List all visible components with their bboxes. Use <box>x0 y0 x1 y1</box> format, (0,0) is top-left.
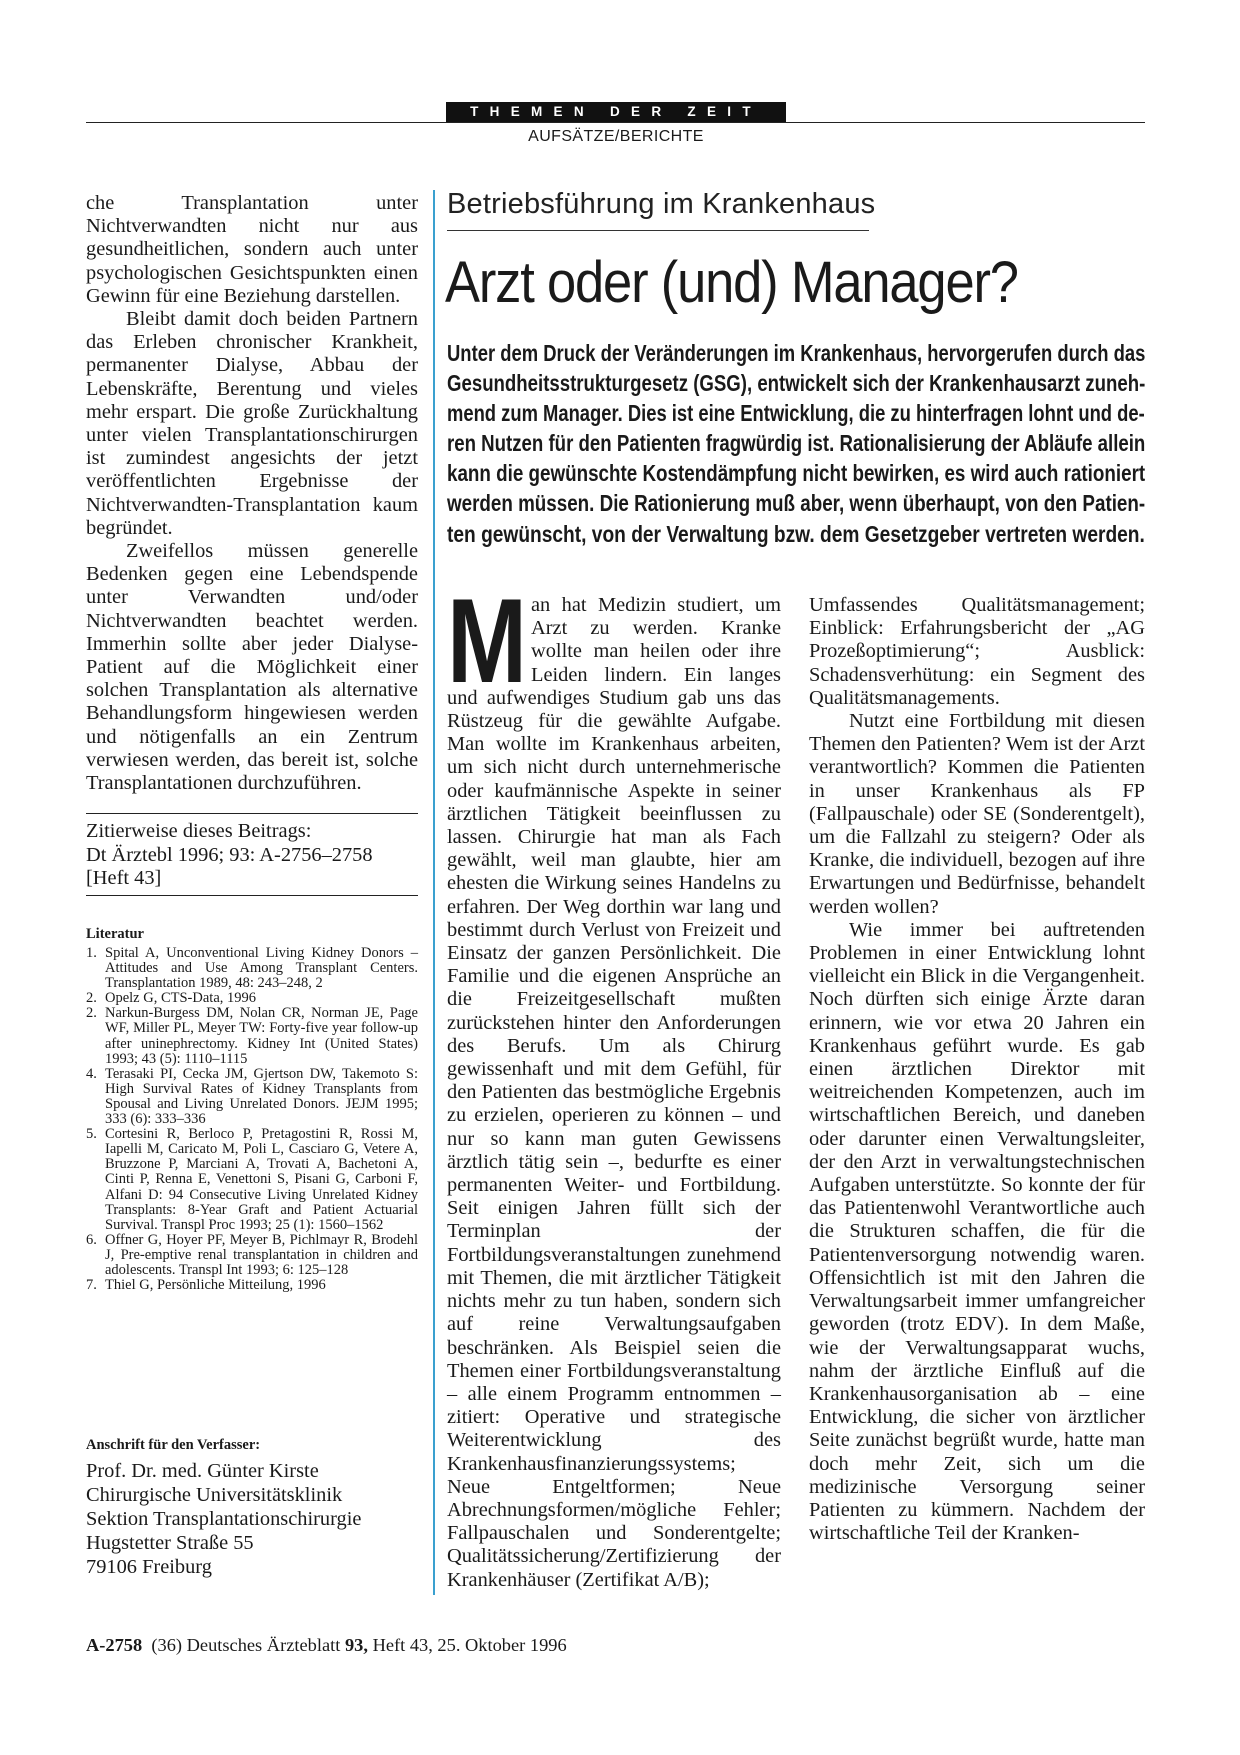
citation-issue: [Heft 43] <box>86 867 162 889</box>
footer-journal: (36) Deutsches Ärzteblatt <box>151 1635 341 1655</box>
body-paragraph: Wie immer bei auftretenden Problemen in einer Entwicklung lohnt vielleicht ein Blick in die Vergangenheit. Noch dürften sich einige Ärzte daran erinnern, wie vor etwa 20 Jahren ein Krankenhaus geführt wurde. Es gab einen ärztlichen Direktor mit weitreichenden Kompetenzen, auch im wirtschaftlichen Bereich, und daneben oder darunter einen Verwaltungsleiter, der den Arzt in verwaltungstechnischen Aufgaben unterstützte. So konnte der für das Patientenwohl Verantwortliche auch die Strukturen schaffen, die für die Patientenversorgung notwendig waren. Offensichtlich ist mit den Jahren die Verwaltungsarbeit immer umfangreicher geworden (trotz EDV). In dem Maße, wie der Verwaltungsapparat wuchs, nahm der ärztliche Einfluß auf die Krankenhausorganisation ab – eine Entwicklung, die sicher von ärztlicher Seite zunächst begrüßt wurde, hatte man doch mehr Zeit, sich um die medizinische Versorgung seiner Patienten zu kümmern. Nachdem der wirtschaftliche Teil der Kranken- <box>809 918 1145 1545</box>
lead-line: Unter dem Druck der Veränderungen im Krankenhaus, hervorgerufen durch das <box>447 340 1146 366</box>
lead-line: Gesundheitsstrukturgesetz (GSG), entwickelt sich der Krankenhausarzt zuneh- <box>447 370 1146 397</box>
body-paragraph: Nutzt eine Fortbildung mit diesen Themen den Patienten? Wem ist der Arzt verantwortlich? Kommen die Patienten in unser Krankenhaus als FP (Fallpauschale) oder SE (Sonderentgelt), um die Fallzahl zu steigern? Oder als Kranke, die individuell, bezogen auf ihre Erwartungen und Bedürfnisse, behandelt werden wollen? <box>809 710 1145 918</box>
literature-item: 2. Opelz G, CTS-Data, 1996 <box>86 990 257 1007</box>
lead-line: kann die gewünschte Kostendämpfung nicht bewirken, es wird auch rationiert <box>447 460 1146 487</box>
address-line: Prof. Dr. med. Günter Kirste <box>86 1460 319 1482</box>
citation-reference: Dt Ärztebl 1996; 93: A-2756–2758 <box>86 843 373 866</box>
literature-list <box>86 946 418 1293</box>
left-column <box>86 192 418 795</box>
lead-line: mend zum Manager. Dies ist eine Entwicklung, die zu hinterfragen lohnt und de- <box>447 400 1145 427</box>
footer-issue-date: Heft 43, 25. Oktober 1996 <box>372 1635 567 1655</box>
column-separator <box>433 190 435 1595</box>
address-line: Hugstetter Straße 55 <box>86 1531 254 1554</box>
author-address <box>86 1460 418 1580</box>
citation-rule-bottom <box>86 895 418 896</box>
lead-line: ren Nutzen für den Patienten fragwürdig ist. Rationalisierung der Abläufe allein <box>447 430 1146 457</box>
footer-volume: 93, <box>344 1635 368 1655</box>
kicker-rule <box>447 230 869 231</box>
address-line: Chirurgische Universitätsklinik <box>86 1483 343 1506</box>
right-column <box>809 594 1145 1545</box>
citation-box <box>86 820 418 891</box>
left-paragraph: che Transplantation unter Nichtverwandten nicht nur aus gesundheitlichen, sondern auch unter psychologischen Gesichtspunkten einen Gewinn für eine Beziehung darstellen. <box>86 192 418 307</box>
lead-line: ten gewünscht, von der Verwaltung bzw. dem Gesetzgeber vertreten werden. <box>447 520 1145 547</box>
middle-column <box>447 574 781 1592</box>
article-lead <box>447 338 1145 549</box>
literature-item: 7. Thiel G, Persönliche Mitteilung, 1996 <box>86 1277 326 1294</box>
page-footer <box>86 1635 567 1656</box>
literature-item: 4. Terasaki PI, Cecka JM, Gjertson DW, Takemoto S: High Survival Rates of Kidney Transplants from Spousal and Living Unrelated Donors. JEJM 1995; 333 (6): 333–336 <box>86 1065 418 1128</box>
body-paragraph: Umfassendes Qualitätsmanagement; Einblick: Erfahrungsbericht der „AG Prozeßoptimierung“; Ausblick: Schadensverhütung: ein Segment des Qualitätsmanagements. <box>809 594 1145 709</box>
literature-item: 6. Offner G, Hoyer PF, Meyer B, Pichlmayr R, Brodehl J, Pre-emptive renal transplantation in children and adolescents. Transpl Int 1993; 6: 125–128 <box>86 1231 418 1278</box>
citation-rule-top <box>86 813 418 814</box>
left-paragraph: Zweifellos müssen generelle Bedenken gegen eine Lebendspende unter Verwandten und/oder Nichtverwandten beachtet werden. Immerhin sollte aber jeder Dialyse-Patient auf die Möglichkeit einer solchen Transplantation als alternative Behandlungsform hingewiesen werden und nötigenfalls an ein Zentrum verwiesen werden, das bereit ist, solche Transplantationen durchzuführen. <box>86 540 418 795</box>
literature-item: 5. Cortesini R, Berloco P, Pretagostini R, Rossi M, Iapelli M, Caricato M, Poli L, Casciaro G, Vetere A, Bruzzone P, Marciani A, Trovati A, Bachetoni A, Cinti P, Renna E, Venettoni S, Pisani G, Carboni F, Alfani D: 94 Consecutive Living Unrelated Kidney Transplants: 8-Year Graft and Patient Actuarial Survival. Transpl Proc 1993; 25 (1): 1560–1562 <box>86 1126 418 1233</box>
citation-label: Zitierweise dieses Beitrags: <box>86 820 312 842</box>
lead-line: werden müssen. Die Rationierung muß aber, wenn überhaupt, von den Patien- <box>447 490 1146 517</box>
address-heading: Anschrift für den Verfasser: <box>86 1437 261 1453</box>
left-paragraph: Bleibt damit doch beiden Partnern das Erleben chronischer Krankheit, permanenter Dialyse, Abbau der Lebenskräfte, Berentung und vieles mehr erspart. Die große Zurückhaltung unter vielen Transplantationschirurgen ist zumindest angesichts der jetzt veröffentlichten Ergebnisse der Nichtverwandten-Transplantation kaum begründet. <box>86 308 418 539</box>
header-rule <box>86 122 1145 123</box>
article-kicker: Betriebsführung im Krankenhaus <box>447 188 876 220</box>
article-headline: Arzt oder (und) Manager? <box>445 250 1018 315</box>
address-line: Sektion Transplantationschirurgie <box>86 1507 362 1530</box>
literature-item: 2. Narkun-Burgess DM, Nolan CR, Norman JE, Page WF, Miller PL, Meyer TW: Forty-five year follow-up after uninephrectomy. Kidney Int (United States) 1993; 43 (5): 1110–1115 <box>86 1005 418 1067</box>
address-line: 79106 Freiburg <box>86 1555 212 1578</box>
body-paragraph <box>447 574 781 1592</box>
literature-item: 1. Spital A, Unconventional Living Kidney Donors – Attitudes and Use Among Transplant Centers. Transplantation 1989, 48: 243–248, 2 <box>86 945 418 992</box>
body-text: an hat Medizin studiert, um Arzt zu werden. Kranke wollte man heilen oder ihre Leiden lindern. Ein langes und aufwendiges Studium gab uns das Rüstzeug für die gewählte Aufgabe. Man wollte im Krankenhaus arbeiten, um sich nicht durch unternehmerische oder kaufmännische Aspekte in seiner ärztlichen Tätigkeit beeinflussen zu lassen. Chirurgie hat man als Fach gewählt, weil man glaubte, hier am ehesten die Wirkung seines Handelns zu erfahren. Der Weg dorthin war lang und bestimmt durch Verlust von Freizeit und Einsatz der ganzen Persönlichkeit. Die Familie und die eigenen Ansprüche an die Freizeitgesellschaft mußten zurückstehen hinter den Anforderungen des Berufs. Um als Chirurg gewissenhaft und mit dem Gefühl, für den Patienten das bestmögliche Ergebnis zu erzielen, operieren zu können – und nur so kann man guten Gewissens ärztlich tätig sein –, bedurfte es einer permanenten Weiter- und Fortbildung. Seit einigen Jahren füllt sich der Terminplan der Fortbildungsveranstaltungen zunehmend mit Themen, die mit ärztlicher Tätigkeit nichts mehr zu tun haben, sondern sich auf reine Verwaltungsaufgaben beschränken. Als Beispiel seien die Themen einer Fortbildungsveranstaltung – alle einem Programm entnommen – zitiert: Operative und strategische Weiterentwicklung des Krankenhausfinanzierungssystems; Neue Entgeltformen; Neue Abrechnungsformen/mögliche Fehler; Fallpauschalen und Sonderentgelte; Qualitätssicherung/Zertifizierung der Krankenhäuser (Zertifikat A/B); <box>447 594 781 1591</box>
page-code: A-2758 <box>86 1635 143 1655</box>
literature-heading: Literatur <box>86 926 144 942</box>
drop-cap: M <box>447 574 527 708</box>
section-label: THEMEN DER ZEIT <box>446 102 786 122</box>
subsection-label: AUFSÄTZE/BERICHTE <box>528 128 704 145</box>
